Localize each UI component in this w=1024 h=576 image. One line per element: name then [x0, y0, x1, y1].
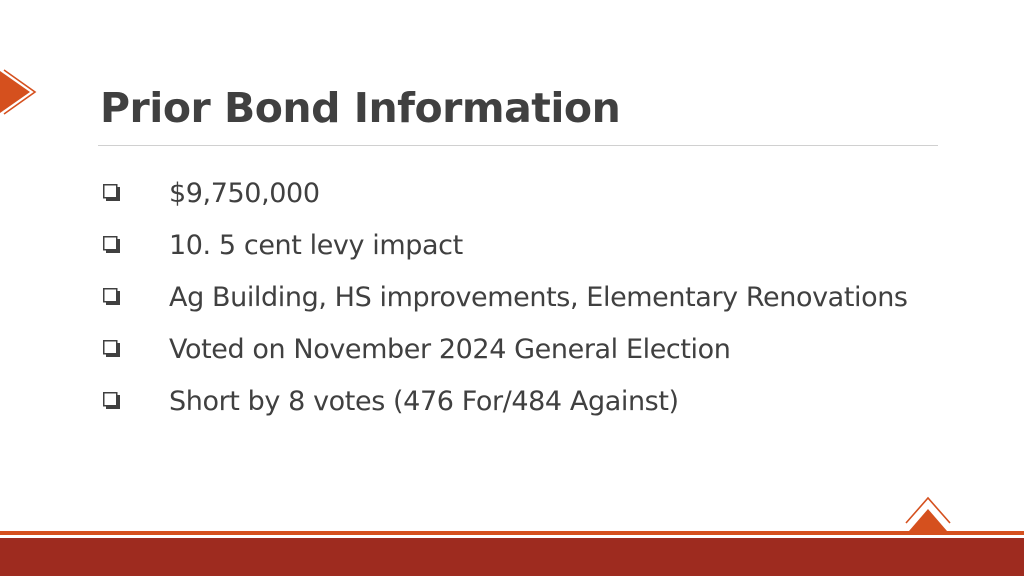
slide-title: Prior Bond Information	[100, 84, 621, 132]
bullet-text: 10. 5 cent levy impact	[169, 230, 463, 261]
checkbox-square-icon	[103, 288, 120, 305]
bullet-text: Short by 8 votes (476 For/484 Against)	[169, 386, 679, 417]
checkbox-square-icon	[103, 392, 120, 409]
checkbox-square-icon	[103, 340, 120, 357]
up-arrow-icon	[904, 495, 952, 537]
right-arrow-icon	[0, 68, 40, 116]
footer-accent-line	[0, 531, 1024, 535]
checkbox-square-icon	[103, 236, 120, 253]
footer-bar	[0, 538, 1024, 576]
checkbox-square-icon	[103, 184, 120, 201]
bullet-text: $9,750,000	[169, 178, 320, 209]
title-divider	[98, 145, 938, 146]
bullet-text: Ag Building, HS improvements, Elementary Renovations	[169, 282, 908, 313]
bullet-text: Voted on November 2024 General Election	[169, 334, 731, 365]
